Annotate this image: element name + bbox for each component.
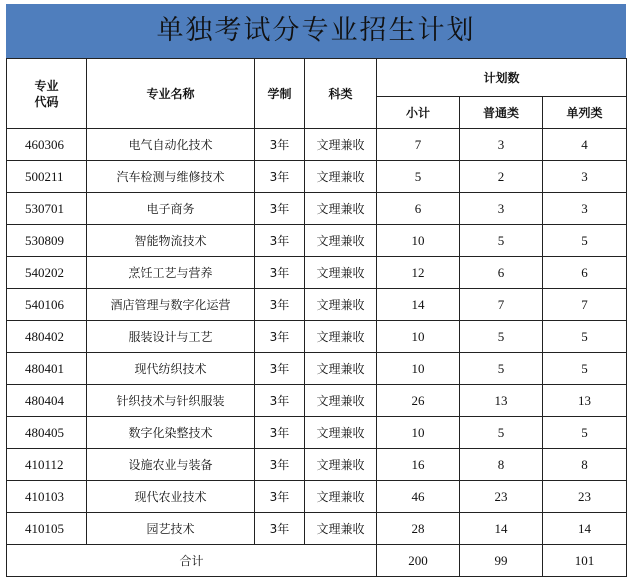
major-name-cell: 汽车检测与维修技术 xyxy=(87,161,255,193)
table-row xyxy=(7,225,627,257)
header-major-code xyxy=(7,59,87,129)
major-code-cell: 410103 xyxy=(7,481,87,513)
total-general: 99 xyxy=(460,545,543,577)
category-cell: 文理兼收 xyxy=(305,129,377,161)
major-name-cell: 针织技术与针织服装 xyxy=(87,385,255,417)
header-major-name: 专业名称 xyxy=(87,59,255,129)
total-separate: 101 xyxy=(543,545,627,577)
subtotal-cell: 46 xyxy=(377,481,460,513)
total-subtotal: 200 xyxy=(377,545,460,577)
major-name-cell: 数字化染整技术 xyxy=(87,417,255,449)
header-separate: 单列类 xyxy=(543,97,627,129)
enrollment-plan-table xyxy=(6,58,627,577)
general-cell: 7 xyxy=(460,289,543,321)
separate-cell: 23 xyxy=(543,481,627,513)
table-row xyxy=(7,481,627,513)
separate-cell: 4 xyxy=(543,129,627,161)
general-cell: 6 xyxy=(460,257,543,289)
category-cell: 文理兼收 xyxy=(305,417,377,449)
subtotal-cell: 14 xyxy=(377,289,460,321)
category-cell: 文理兼收 xyxy=(305,513,377,545)
table-row xyxy=(7,353,627,385)
major-name-cell: 电气自动化技术 xyxy=(87,129,255,161)
subtotal-cell: 28 xyxy=(377,513,460,545)
major-name-cell: 设施农业与装备 xyxy=(87,449,255,481)
duration-cell: 3年 xyxy=(255,449,305,481)
major-code-cell: 410112 xyxy=(7,449,87,481)
duration-cell: 3年 xyxy=(255,193,305,225)
general-cell: 23 xyxy=(460,481,543,513)
general-cell: 8 xyxy=(460,449,543,481)
header-major-code-line1: 专业 xyxy=(34,78,59,93)
general-cell: 5 xyxy=(460,225,543,257)
subtotal-cell: 5 xyxy=(377,161,460,193)
separate-cell: 5 xyxy=(543,417,627,449)
general-cell: 2 xyxy=(460,161,543,193)
major-code-cell: 460306 xyxy=(7,129,87,161)
major-name-cell: 烹饪工艺与营养 xyxy=(87,257,255,289)
duration-cell: 3年 xyxy=(255,289,305,321)
category-cell: 文理兼收 xyxy=(305,449,377,481)
duration-cell: 3年 xyxy=(255,225,305,257)
major-name-cell: 酒店管理与数字化运营 xyxy=(87,289,255,321)
table-body xyxy=(7,129,627,545)
separate-cell: 5 xyxy=(543,353,627,385)
subtotal-cell: 6 xyxy=(377,193,460,225)
major-code-cell: 410105 xyxy=(7,513,87,545)
category-cell: 文理兼收 xyxy=(305,161,377,193)
general-cell: 5 xyxy=(460,353,543,385)
separate-cell: 13 xyxy=(543,385,627,417)
header-subtotal: 小计 xyxy=(377,97,460,129)
category-cell: 文理兼收 xyxy=(305,289,377,321)
page-title: 单独考试分专业招生计划 xyxy=(6,4,626,58)
table-row xyxy=(7,449,627,481)
duration-cell: 3年 xyxy=(255,161,305,193)
duration-cell: 3年 xyxy=(255,385,305,417)
general-cell: 5 xyxy=(460,417,543,449)
subtotal-cell: 10 xyxy=(377,353,460,385)
general-cell: 5 xyxy=(460,321,543,353)
category-cell: 文理兼收 xyxy=(305,321,377,353)
general-cell: 3 xyxy=(460,193,543,225)
table-row xyxy=(7,161,627,193)
separate-cell: 7 xyxy=(543,289,627,321)
separate-cell: 5 xyxy=(543,225,627,257)
major-code-cell: 530701 xyxy=(7,193,87,225)
table-row xyxy=(7,129,627,161)
subtotal-cell: 7 xyxy=(377,129,460,161)
category-cell: 文理兼收 xyxy=(305,225,377,257)
table-row xyxy=(7,289,627,321)
major-code-cell: 480402 xyxy=(7,321,87,353)
subtotal-cell: 10 xyxy=(377,225,460,257)
duration-cell: 3年 xyxy=(255,257,305,289)
major-name-cell: 智能物流技术 xyxy=(87,225,255,257)
major-name-cell: 园艺技术 xyxy=(87,513,255,545)
duration-cell: 3年 xyxy=(255,417,305,449)
separate-cell: 5 xyxy=(543,321,627,353)
duration-cell: 3年 xyxy=(255,481,305,513)
header-category: 科类 xyxy=(305,59,377,129)
subtotal-cell: 12 xyxy=(377,257,460,289)
major-code-cell: 540202 xyxy=(7,257,87,289)
header-plan-count: 计划数 xyxy=(377,59,627,97)
major-name-cell: 电子商务 xyxy=(87,193,255,225)
separate-cell: 8 xyxy=(543,449,627,481)
category-cell: 文理兼收 xyxy=(305,257,377,289)
separate-cell: 6 xyxy=(543,257,627,289)
category-cell: 文理兼收 xyxy=(305,193,377,225)
category-cell: 文理兼收 xyxy=(305,481,377,513)
header-duration: 学制 xyxy=(255,59,305,129)
header-general: 普通类 xyxy=(460,97,543,129)
duration-cell: 3年 xyxy=(255,513,305,545)
duration-cell: 3年 xyxy=(255,321,305,353)
table-row xyxy=(7,193,627,225)
table-row xyxy=(7,321,627,353)
separate-cell: 14 xyxy=(543,513,627,545)
major-code-cell: 480405 xyxy=(7,417,87,449)
category-cell: 文理兼收 xyxy=(305,353,377,385)
major-name-cell: 现代农业技术 xyxy=(87,481,255,513)
header-major-code-line2: 代码 xyxy=(34,94,59,109)
general-cell: 14 xyxy=(460,513,543,545)
table-row xyxy=(7,417,627,449)
table-row xyxy=(7,513,627,545)
subtotal-cell: 16 xyxy=(377,449,460,481)
table-row xyxy=(7,385,627,417)
major-name-cell: 现代纺织技术 xyxy=(87,353,255,385)
general-cell: 3 xyxy=(460,129,543,161)
major-name-cell: 服装设计与工艺 xyxy=(87,321,255,353)
table-row xyxy=(7,257,627,289)
general-cell: 13 xyxy=(460,385,543,417)
separate-cell: 3 xyxy=(543,161,627,193)
separate-cell: 3 xyxy=(543,193,627,225)
total-label: 合计 xyxy=(7,545,377,577)
total-row xyxy=(7,545,627,577)
duration-cell: 3年 xyxy=(255,353,305,385)
major-code-cell: 540106 xyxy=(7,289,87,321)
subtotal-cell: 26 xyxy=(377,385,460,417)
major-code-cell: 530809 xyxy=(7,225,87,257)
major-code-cell: 480401 xyxy=(7,353,87,385)
subtotal-cell: 10 xyxy=(377,321,460,353)
major-code-cell: 500211 xyxy=(7,161,87,193)
subtotal-cell: 10 xyxy=(377,417,460,449)
major-code-cell: 480404 xyxy=(7,385,87,417)
category-cell: 文理兼收 xyxy=(305,385,377,417)
duration-cell: 3年 xyxy=(255,129,305,161)
